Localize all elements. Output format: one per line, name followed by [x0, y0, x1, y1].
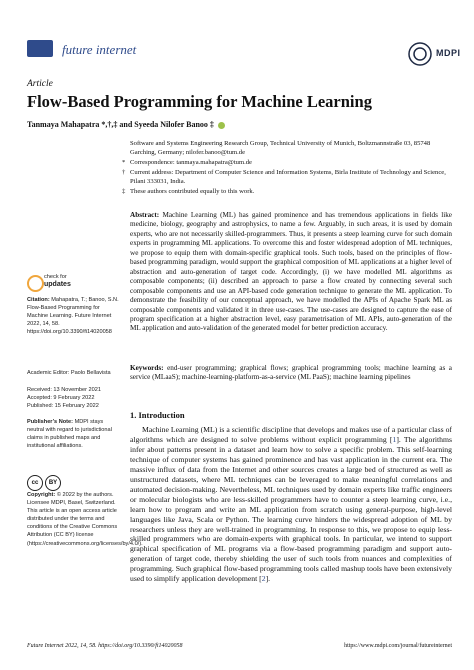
copyright-label: Copyright:: [27, 492, 56, 498]
journal-name: future internet: [62, 42, 137, 57]
citation-label: Citation:: [27, 297, 50, 303]
article-type: Article: [27, 79, 53, 89]
authors: Tanmaya Mahapatra *,†,‡ and Syeeda Nilofer Banoo ‡: [27, 120, 214, 129]
cc-icon: cc: [27, 475, 43, 491]
orcid-icon[interactable]: [218, 122, 225, 129]
affiliation-mark: †: [122, 169, 126, 176]
citation-text: Mahapatra, T.; Banoo, S.N. Flow-Based Programming for Machine Learning. Future Internet 2022, 14, 58. https://doi.org/10.3390/fi14020058: [27, 297, 119, 336]
affiliation-text: These authors contributed equally to this work.: [130, 188, 255, 195]
affiliation-2: [122, 158, 450, 167]
copyright-block: [27, 491, 143, 548]
affiliation-text: Software and Systems Engineering Research Group, Technical University of Munich, Boltzmannstraße 03, 85748 Garching, Germany; nilofer.banoo@tum.de: [130, 140, 431, 156]
published-date: Published: 15 February 2022: [27, 403, 99, 410]
intro-text-3: ].: [265, 574, 271, 584]
affiliation-mark: *: [122, 159, 126, 166]
affiliation-text: Current address: Department of Computer Science and Information Systems, Birla Institute of Technology and Science, Pilani 333031, India.: [130, 169, 446, 185]
affiliation-1: [130, 139, 450, 157]
section-heading: 1. Introduction: [130, 410, 185, 420]
keywords-text: end-user programming; graphical flows; graphical programming tools; machine learning as a service (MLaaS); machine-learning-platform-as-a-service (ML PaaS); machine learning pipelines: [130, 364, 452, 382]
mdpi-logo-icon: [408, 42, 432, 66]
received-date: Received: 13 November 2021: [27, 387, 102, 393]
paper-title: Flow-Based Programming for Machine Learning: [27, 92, 372, 111]
affiliation-4: [122, 187, 450, 196]
publisher-note-text: MDPI stays neutral with regard to jurisdictional claims in published maps and institutional affiliations.: [27, 419, 112, 450]
publisher-note-label: Publisher’s Note:: [27, 419, 74, 425]
publisher-note: [27, 418, 119, 450]
accepted-date: Accepted: 9 February 2022: [27, 395, 95, 402]
updates-check-text: check for: [44, 274, 67, 280]
academic-editor: Academic Editor: Paolo Bellavista: [27, 370, 111, 376]
abstract-text: Machine Learning (ML) has gained prominence and has tremendous applications in fields like medicine, biology, geography and astrophysics, to name a few. Arguably, in such areas, it is used by domain experts, who are not necessarily skilled-programmers. Thus, it presents a steep learning curve for such domain experts in programming ML applications. To overcome this and foster widespread adoption of ML techniques, we propose to equip them with domain-specific graphical tools. Such tools, based on the principles of flow-based programming paradigm, would support the graphical composition of ML applications at a higher level of abstraction and auto-generation of target code. Accordingly, (i) we have modelled ML algorithms as composable components; (ii) described an approach to parse a flow created by connecting several such composable components and use an API-based code generation technique to generate the ML application. To demonstrate the feasibility of our conceptual approach, we have modelled the APIs of Apache Spark ML as composable components and validated it in three use-cases. The use-cases are designed to capture the ease of program specification at a higher abstraction level, easy parametrisation of ML APIs, auto-generation of the ML application and auto-validation of the generated model for better prediction accuracy.: [130, 211, 452, 333]
copyright-text: © 2022 by the authors. Licensee MDPI, Basel, Switzerland. This article is an open access article distributed under the terms and conditions of the Creative Commons Attribution (CC BY) license (https://creativecommons.org/licenses/by/4.0/).: [27, 492, 143, 547]
author-line: [27, 120, 227, 129]
citation-link-2[interactable]: 2: [261, 574, 266, 584]
intro-text-2: ]. The algorithms infer about patterns present in a dataset and learn how to solve a specific problem. This self-learning technique of computer systems has gained prominence and has vast application in the current era. The massive influx of data from the Internet and other sources creates a large bed of structured as well as unstructured datasets, where ML techniques can be leveraged to make meaningful correlations and automated decision-making. Nevertheless, ML techniques used by domain experts like traffic engineers or molecular biologists who are less-skilled programmers have to counter a steep learning curve, i.e., learn how to program and write an ML application from scratch using general-purpose, high-level languages like Java, Scala or Python. The learning curve hinders the widespread adoption of ML by researchers unless they are well-trained in programming. In response to this, we propose to equip less-skilled programmers who are domain-experts with graphical tools. In particular, we intend to support graphical specification of ML programs via a flow-based programming paradigm and support auto-generation of target code, thereby shielding the user of such tools from nuances and complexities of programming. Such graphical flow-based programming tools called mashup tools have been extensively used to simplify application development [: [130, 434, 452, 584]
abstract-label: Abstract:: [130, 211, 160, 219]
cc-by-badge[interactable]: [27, 471, 63, 491]
affiliation-3: [122, 168, 450, 186]
intro-paragraph: [130, 425, 452, 584]
journal-logo-icon: [27, 40, 53, 57]
footer-url[interactable]: https://www.mdpi.com/journal/futureinternet: [344, 643, 452, 649]
citation-block: [27, 296, 119, 336]
footer-citation: Future Internet 2022, 14, 58. https://doi.org/10.3390/fi14020058: [27, 643, 183, 649]
affiliation-mark: ‡: [122, 188, 126, 195]
keywords-label: Keywords:: [130, 364, 164, 372]
by-icon: BY: [45, 475, 61, 491]
dates-block: [27, 386, 119, 410]
citation-link-1[interactable]: 1: [392, 434, 397, 444]
affiliation-text: Correspondence: tanmaya.mahapatra@tum.de: [130, 159, 252, 166]
check-for-updates-badge[interactable]: [44, 274, 104, 288]
publisher-name: MDPI: [436, 48, 461, 58]
keywords: [130, 364, 452, 383]
check-for-updates-icon[interactable]: [27, 275, 44, 292]
intro-text-1: Machine Learning (ML) is a scientific discipline that develops and makes use of a particular class of algorithms which are designed to solve problems without explicit programming [: [130, 425, 452, 444]
updates-word: updates: [44, 281, 71, 288]
abstract: [130, 211, 452, 334]
